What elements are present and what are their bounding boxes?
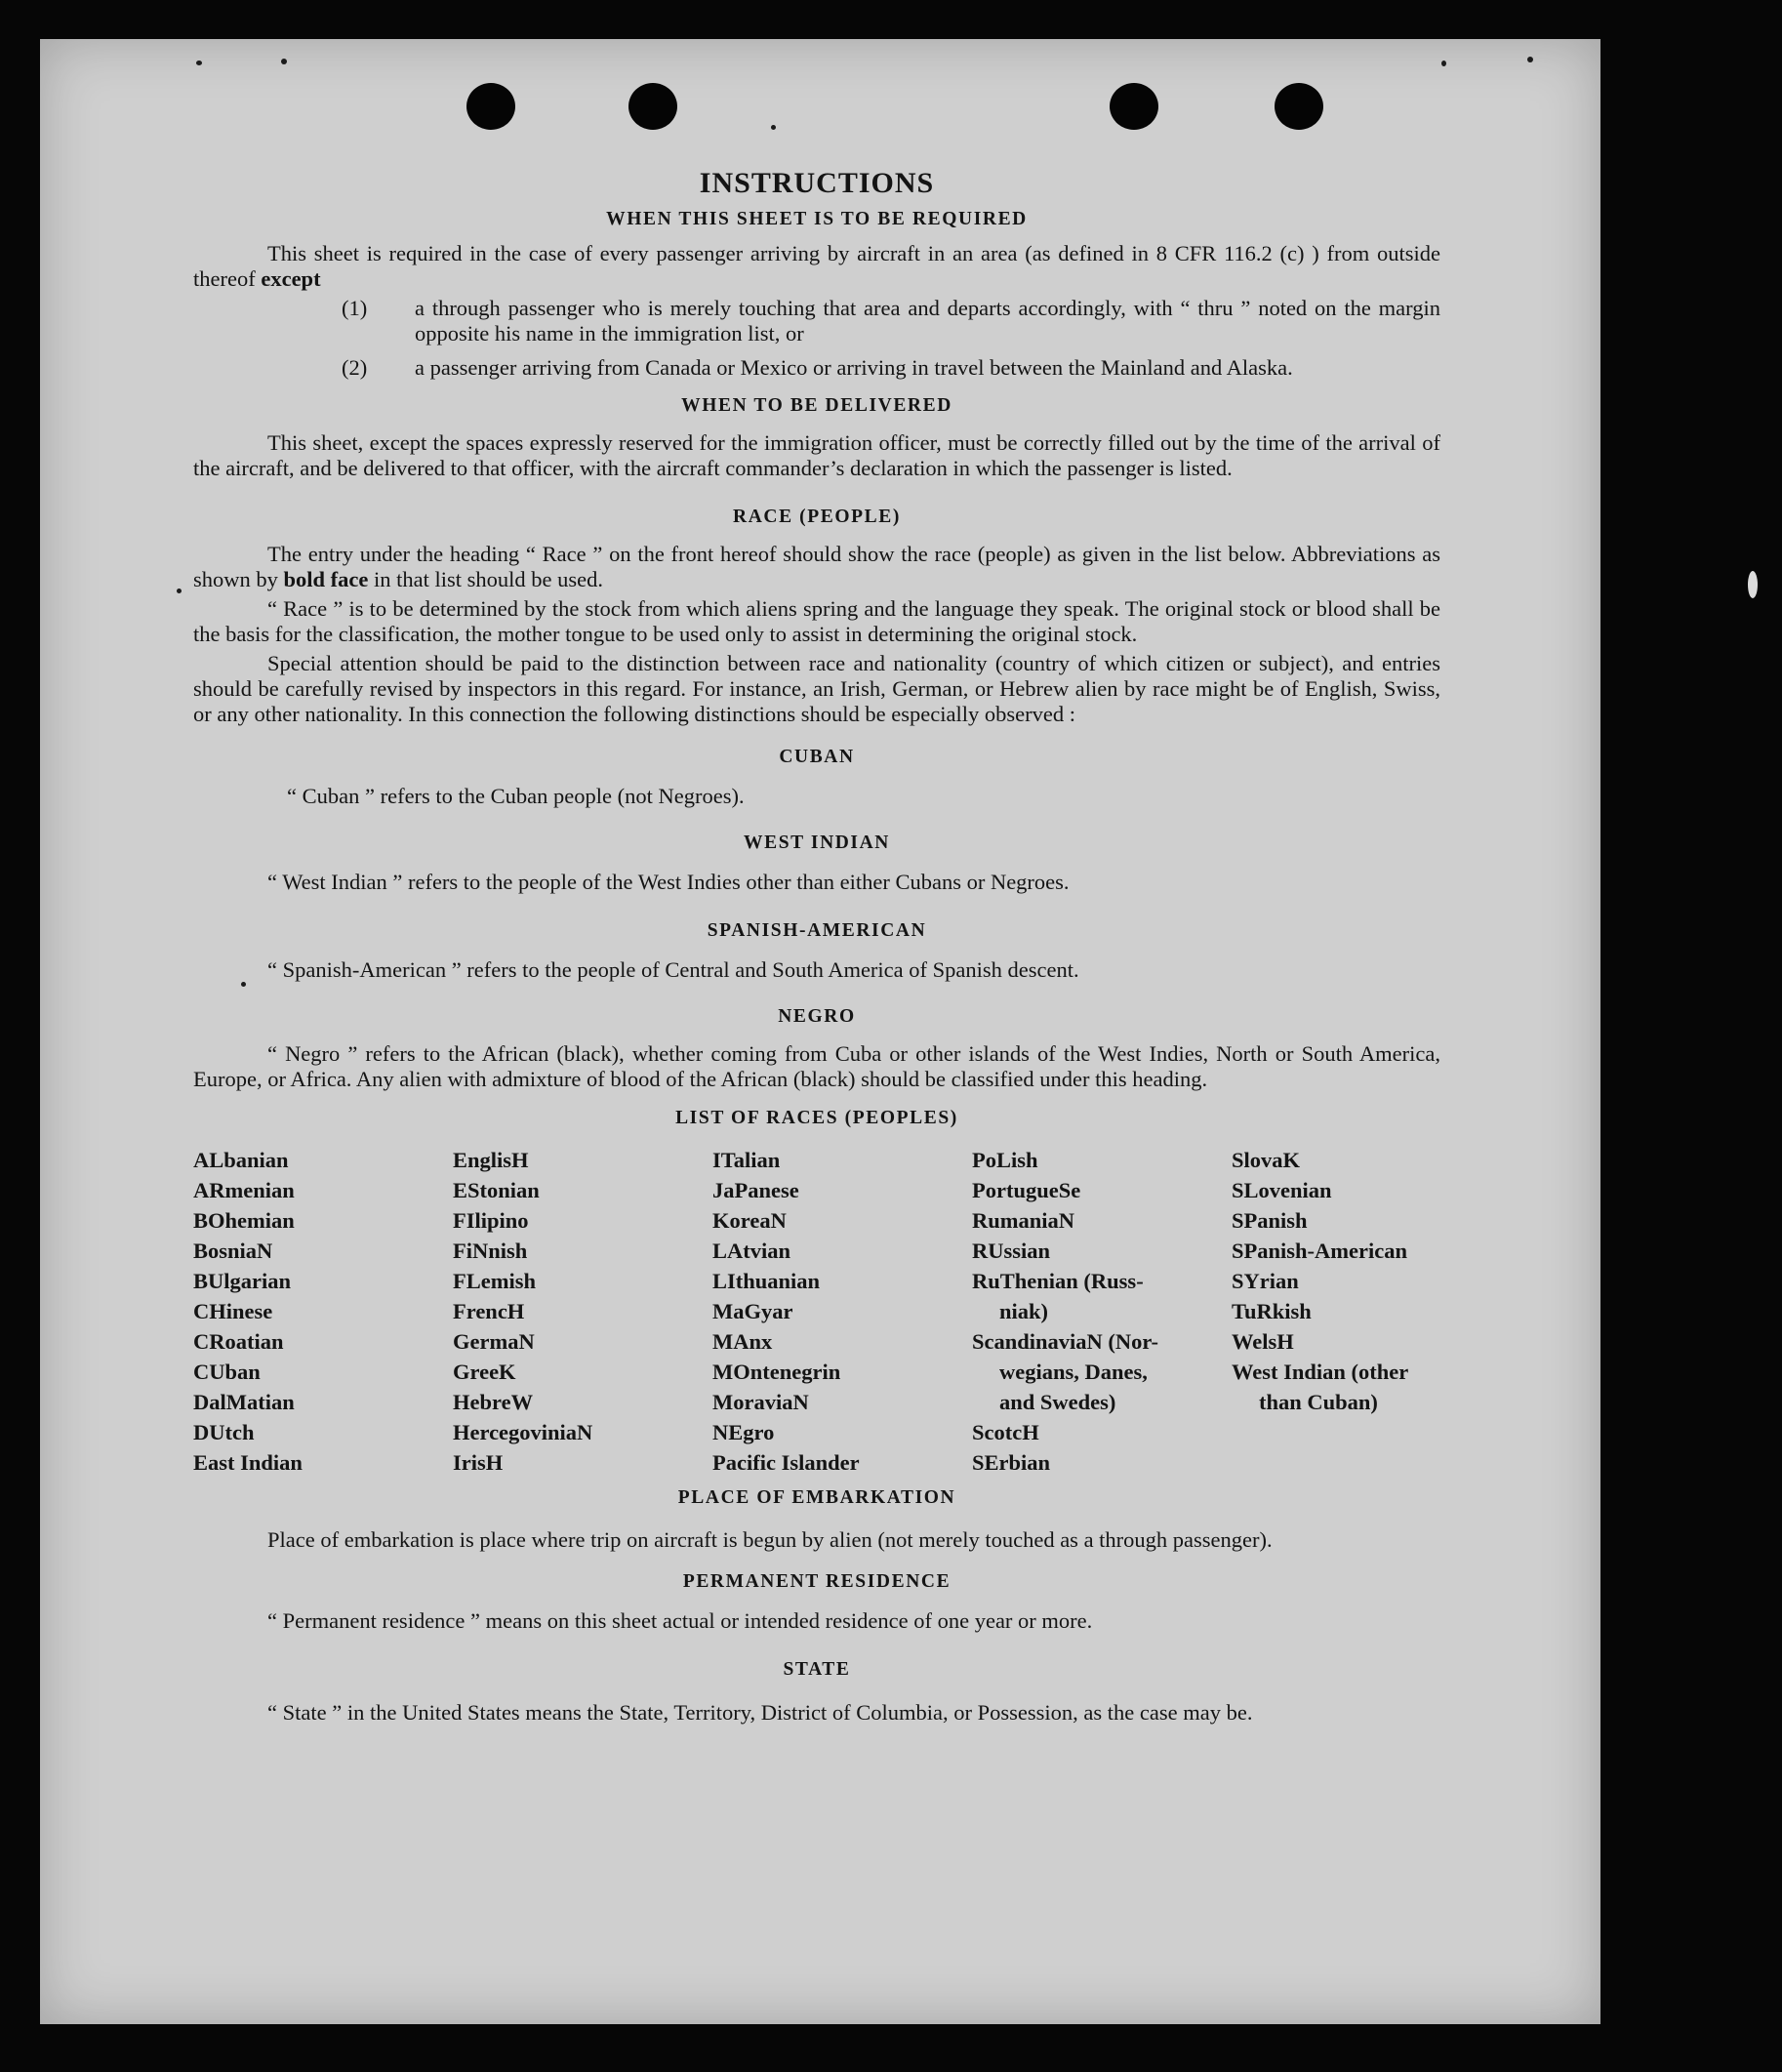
race-entry: TuRkish: [1232, 1299, 1312, 1323]
heading-state: STATE: [783, 1659, 851, 1680]
race-entry-continuation: than Cuban): [1259, 1390, 1378, 1414]
race-entry: SPanish: [1232, 1208, 1308, 1233]
heading-negro: NEGRO: [778, 1006, 856, 1027]
race-entry: RuThenian (Russ-: [972, 1269, 1144, 1293]
race-entry: CRoatian: [193, 1329, 284, 1354]
paragraph-required-except: except: [261, 266, 321, 291]
race-entry: IrisH: [453, 1450, 504, 1475]
race-entry: GreeK: [453, 1360, 516, 1384]
page-title: INSTRUCTIONS: [699, 167, 935, 199]
race-entry: DUtch: [193, 1420, 255, 1444]
races-column-5: [1232, 1145, 1440, 1478]
race-entry: FIlipino: [453, 1208, 529, 1233]
heading-race: RACE (PEOPLE): [733, 507, 901, 527]
punch-hole: [628, 83, 677, 130]
race-entry: ITalian: [712, 1148, 781, 1172]
race-entry: CUban: [193, 1360, 261, 1384]
race-entry: NEgro: [712, 1420, 775, 1444]
ink-speck: [1441, 61, 1446, 66]
race-entry-continuation: and Swedes): [999, 1390, 1116, 1414]
race-entry: BosniaN: [193, 1239, 273, 1263]
race-entry: FrencH: [453, 1299, 525, 1323]
list-item-text: a passenger arriving from Canada or Mexico or arriving in travel between the Mainland and Alaska.: [415, 355, 1293, 380]
paragraph-residence: “ Permanent residence ” means on this sheet actual or intended residence of one year or more.: [267, 1608, 1093, 1633]
list-item-text: a through passenger who is merely touching that area and departs accordingly, with “ thru ” noted on the margin opposite his name in the immigration list, or: [415, 296, 1440, 345]
race-entry: ScotcH: [972, 1420, 1039, 1444]
paragraph-required: [193, 241, 1440, 292]
paragraph-race-3: Special attention should be paid to the distinction between race and nationality (country of which citizen or subject), and entries should be carefully revised by inspectors in this regard. For instance, an Irish, German, or Hebrew alien by race might be of English, Swiss, or any other nationality. In this connection the following distinctions should be especially observed :: [193, 651, 1440, 726]
heading-when-required: WHEN THIS SHEET IS TO BE REQUIRED: [606, 209, 1028, 229]
race-entry: SErbian: [972, 1450, 1051, 1475]
race-entry: EnglisH: [453, 1148, 529, 1172]
punch-hole: [466, 83, 515, 130]
races-column-1: [193, 1145, 453, 1478]
race-entry: HercegoviniaN: [453, 1420, 593, 1444]
race-entry: RUssian: [972, 1239, 1051, 1263]
race-entry: MOntenegrin: [712, 1360, 841, 1384]
race-entry: SLovenian: [1232, 1178, 1332, 1202]
punch-hole: [1110, 83, 1158, 130]
heading-residence: PERMANENT RESIDENCE: [682, 1571, 952, 1592]
paragraph-cuban: “ Cuban ” refers to the Cuban people (not Negroes).: [287, 784, 745, 808]
instructions-text: [193, 166, 1440, 1728]
paragraph-delivered: This sheet, except the spaces expressly reserved for the immigration officer, must be correctly filled out by the time of the arrival of the aircraft, and be delivered to that officer, with the aircraft commander’s declaration in which the passenger is listed.: [193, 430, 1440, 480]
race-entry: MaGyar: [712, 1299, 793, 1323]
race-entry: ALbanian: [193, 1148, 289, 1172]
paragraph-spanish-american: “ Spanish-American ” refers to the people of Central and South America of Spanish descent.: [267, 957, 1079, 982]
paragraph-west-indian: “ West Indian ” refers to the people of the West Indies other than either Cubans or Negroes.: [267, 870, 1070, 894]
race-entry: FiNnish: [453, 1239, 528, 1263]
race-entry-continuation: niak): [999, 1299, 1049, 1323]
race-entry: SPanish-American: [1232, 1239, 1407, 1263]
race-entry: DalMatian: [193, 1390, 295, 1414]
races-table: [193, 1145, 1440, 1478]
race-entry: SYrian: [1232, 1269, 1299, 1293]
race-entry: GermaN: [453, 1329, 535, 1354]
race-entry: PoLish: [972, 1148, 1038, 1172]
race-entry: BUlgarian: [193, 1269, 292, 1293]
ink-speck: [1527, 57, 1533, 62]
ink-speck: [771, 125, 776, 130]
race-entry: WelsH: [1232, 1329, 1294, 1354]
race-entry: East Indian: [193, 1450, 303, 1475]
race-entry: MoraviaN: [712, 1390, 809, 1414]
race-entry: SlovaK: [1232, 1148, 1301, 1172]
race-entry: BOhemian: [193, 1208, 295, 1233]
race-entry: Pacific Islander: [712, 1450, 860, 1475]
edge-mark: [1748, 571, 1758, 598]
race-entry-continuation: wegians, Danes,: [999, 1360, 1148, 1384]
ink-speck: [177, 589, 182, 593]
paragraph-required-text: This sheet is required in the case of every passenger arriving by aircraft in an area (as defined in 8 CFR 116.2 (c) ) from outside thereof: [193, 241, 1440, 291]
race-entry: KoreaN: [712, 1208, 787, 1233]
list-number: (1): [342, 296, 368, 320]
punch-hole: [1275, 83, 1323, 130]
paragraph-race-1-end: in that list should be used.: [374, 567, 604, 591]
heading-spanish-american: SPANISH-AMERICAN: [707, 920, 927, 941]
heading-cuban: CUBAN: [779, 747, 855, 767]
race-entry: MAnx: [712, 1329, 773, 1354]
race-entry: JaPanese: [712, 1178, 799, 1202]
race-entry: FLemish: [453, 1269, 537, 1293]
heading-list-of-races: LIST OF RACES (PEOPLES): [675, 1108, 958, 1128]
heading-when-delivered: WHEN TO BE DELIVERED: [681, 395, 952, 416]
list-number: (2): [342, 355, 368, 380]
paragraph-race-2: “ Race ” is to be determined by the stock from which aliens spring and the language they speak. The original stock or blood shall be the basis for the classification, the mother tongue to be used only to assist in determining the original stock.: [193, 596, 1440, 646]
race-entry: LIthuanian: [712, 1269, 821, 1293]
paragraph-race-1: [193, 542, 1440, 592]
list-item-exception-2: [193, 355, 1440, 381]
race-entry: ScandinaviaN (Nor-: [972, 1329, 1159, 1354]
paragraph-race-1-text: The entry under the heading “ Race ” on the front hereof should show the race (people) as given in the list below. Abbreviations as shown by: [193, 542, 1440, 591]
race-entry: PortugueSe: [972, 1178, 1081, 1202]
race-entry: HebreW: [453, 1390, 534, 1414]
list-item-exception-1: [193, 296, 1440, 346]
heading-west-indian: WEST INDIAN: [744, 833, 890, 853]
paragraph-state: “ State ” in the United States means the State, Territory, District of Columbia, or Possession, as the case may be.: [267, 1700, 1253, 1725]
heading-embarkation: PLACE OF EMBARKATION: [677, 1487, 956, 1508]
races-column-2: [453, 1145, 712, 1478]
race-entry: EStonian: [453, 1178, 540, 1202]
ink-speck: [281, 59, 287, 64]
paragraph-embarkation: Place of embarkation is place where trip on aircraft is begun by alien (not merely touched as a through passenger).: [267, 1527, 1273, 1552]
race-entry: RumaniaN: [972, 1208, 1075, 1233]
race-entry: LAtvian: [712, 1239, 791, 1263]
races-column-4: [972, 1145, 1232, 1478]
race-entry: West Indian (other: [1232, 1360, 1409, 1384]
paragraph-race-1-bold: bold face: [283, 567, 369, 591]
ink-speck: [196, 61, 202, 65]
race-entry: ARmenian: [193, 1178, 295, 1202]
races-column-3: [712, 1145, 972, 1478]
race-entry: CHinese: [193, 1299, 273, 1323]
paragraph-negro: “ Negro ” refers to the African (black), whether coming from Cuba or other islands of the West Indies, North or South America, Europe, or Africa. Any alien with admixture of blood of the African (black) should be classified under this heading.: [193, 1041, 1440, 1091]
